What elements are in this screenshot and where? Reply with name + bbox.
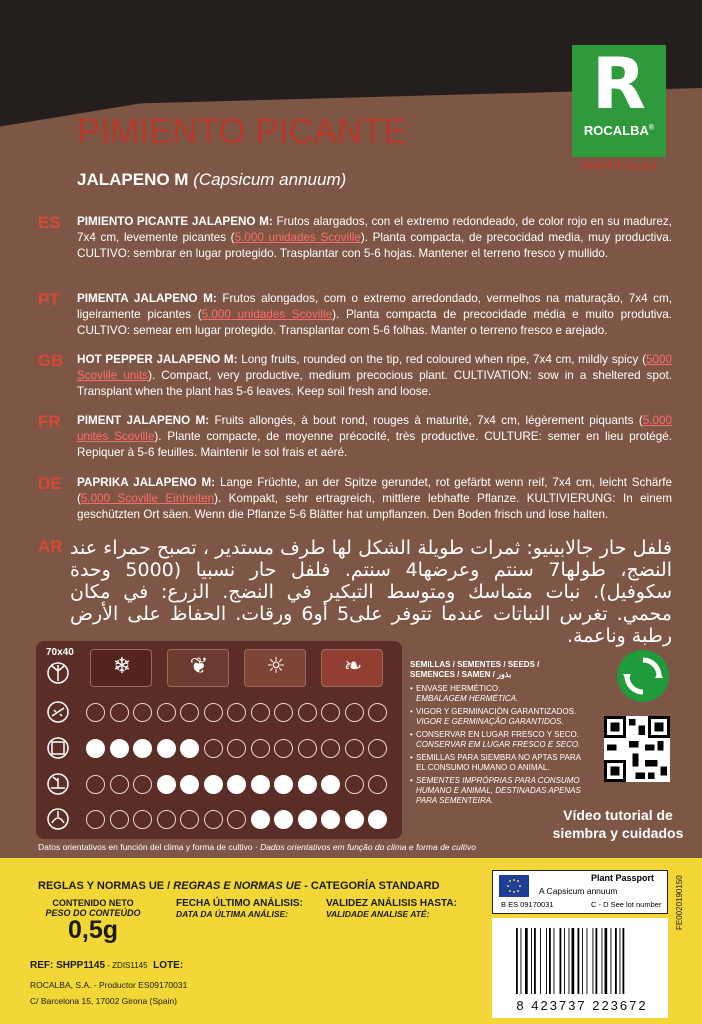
barcode-bar — [554, 928, 555, 994]
seeds-title: SEMILLAS / SEMENTES / SEEDS / SEMENCES / SAMEN / بذور — [410, 660, 540, 679]
calendar-dot — [180, 739, 199, 758]
barcode-bar — [564, 928, 565, 994]
calendar-dot — [110, 703, 129, 722]
calendar-dot — [274, 775, 293, 794]
calendar-dot — [157, 810, 176, 829]
logo-letter: R — [592, 43, 646, 125]
calendar-dot — [251, 775, 270, 794]
description-text: PAPRIKA JALAPENO M: Lange Früchte, an der Spitze gerundet, rot gefärbt wenn reif, 7x4 cm, leicht Schärfe (5.000 Scoville Einheiten). Kompakt, sehr ertragreich, mittlere lebhafte Pflanze. KULTIVIERUNG: In einem geschützten Ort säen. Wenn die Pflanze 5-6 Blätter hat umpflanzen. Den Boden frisch und lose halten. — [77, 476, 673, 521]
calendar-dot — [345, 810, 364, 829]
green-dot-recycle-icon — [617, 650, 669, 702]
barcode-bar — [611, 928, 612, 994]
sowing-seedbed-icon — [48, 702, 68, 722]
scoville-highlight: 5.000 unidades Scoville — [201, 308, 333, 321]
calendar-dot — [227, 703, 246, 722]
calendar-dot — [133, 810, 152, 829]
calendar-dot — [86, 739, 105, 758]
qr-code-icon[interactable] — [604, 716, 670, 782]
calendar-dot — [321, 775, 340, 794]
calendar-dot — [133, 775, 152, 794]
video-tutorial-label: Vídeo tutorial de siembra y cuidados — [552, 807, 684, 841]
spacing-label: 70x40 — [46, 647, 74, 658]
net-content-label: CONTENIDO NETO PESO DO CONTEÚDO — [45, 898, 141, 918]
description-text: PIMENTA JALAPENO M: Frutos alongados, com o extremo arredondado, vermelhos na maturação, 7x4 cm, ligeiramente picantes (5.000 unidades Scoville). Planta compacta de precocidade média e muito produtiva. CULTIVO: semear em lugar protegido. Transplantar com 5-6 folhas. Manter o terreno fresco e arejado. — [77, 292, 672, 337]
calendar-dot — [133, 739, 152, 758]
description-text: PIMIENTO PICANTE JALAPENO M: Frutos alargados, con el extremo redondeado, de color rojo en su madurez, 7x4 cm, levemente picantes (5.000 unidades Scoville). Planta compacta, de precocidad media, muy productiva. CULTIVO: sembrar en lugar protegido. Trasplantar con 5-6 hojas. Mantener el terreno fresco y mullido. — [77, 215, 673, 260]
info-bullet: • SEMILLAS PARA SIEMBRA NO APTAS PARA EL CONSUMO HUMANO O ANIMAL. — [410, 753, 581, 772]
calendar-dot — [180, 775, 199, 794]
calendar-dot — [204, 703, 223, 722]
barcode-bar — [596, 928, 598, 994]
rocalba-logo — [572, 45, 666, 157]
calendar-dot — [180, 810, 199, 829]
calendar-dot — [133, 703, 152, 722]
barcode-bar — [569, 928, 570, 994]
calendar-dot — [368, 810, 387, 829]
passport-a: A Capsicum annuum — [539, 886, 618, 896]
lang-code: GB — [38, 351, 64, 370]
calendar-dot — [110, 775, 129, 794]
season-header — [90, 649, 152, 687]
harvest-icon — [48, 809, 68, 829]
passport-b: B ES 09170031 — [501, 900, 554, 909]
calendar-dot — [157, 739, 176, 758]
info-bullet: • VIGOR Y GERMINACIÓN GARANTIZADOS. VIGOR E GERMINAÇÃO GARANTIDOS. — [410, 707, 577, 726]
barcode-bar — [587, 928, 588, 994]
calendar-dot — [227, 810, 246, 829]
arabic-description: فلفل حار جالابينيو: ثمرات طويلة الشكل لها طرف مستدير ، تصبح حمراء عند النضج، طولها7 سنتم وعرضها4 سنتم. فلفل حار نسبيا (5000 وحدة سكوفيل). نبات متماسك ومتوسط التبكير في النضج. الزرع: في مكان محمي. تغرس النباتات عندما تتوفر على5 أو6 ورقات. الحفاظ على الأرض رطبة وناعمة. — [70, 537, 672, 647]
calendar-dot — [204, 810, 223, 829]
calendar-dot — [251, 810, 270, 829]
maple-leaf-icon: ❧ — [343, 654, 363, 679]
calendar-dot — [86, 775, 105, 794]
barcode-bar — [623, 928, 625, 994]
latin-name: (Capsicum annuum) — [193, 170, 347, 189]
calendar-dot — [298, 810, 317, 829]
company-name: ROCALBA, S.A. - Productor ES09170031 — [30, 980, 188, 990]
seed-info — [410, 660, 600, 809]
barcode-bar — [549, 928, 551, 994]
calendar-dot — [204, 775, 223, 794]
logo-name: ROCALBA® — [583, 123, 655, 138]
calendar-dot — [321, 703, 340, 722]
calendar-dot — [298, 703, 317, 722]
barcode-bar — [531, 928, 532, 994]
barcode-bar — [540, 928, 541, 994]
lang-code: AR — [38, 537, 63, 556]
calendar-dot — [110, 739, 129, 758]
validity-label: VALIDEZ ANÁLISIS HASTA: VALIDADE ANALISE ATÉ: — [326, 898, 457, 919]
info-bullet: • CONSERVAR EN LUGAR FRESCO Y SECO. CONSERVAR EM LUGAR FRESCO E SECO. — [410, 730, 581, 749]
season-header — [244, 649, 306, 687]
sun-icon: ☼ — [266, 654, 286, 679]
passport-cd: C - D See lot number — [591, 900, 662, 909]
barcode-bar — [546, 928, 547, 994]
calendar-dot — [321, 810, 340, 829]
calendar-dot — [157, 775, 176, 794]
protected-sowing-icon — [48, 738, 68, 758]
company-address: C/ Barcelona 15, 17002 Girona (Spain) — [30, 996, 177, 1006]
season-header — [167, 649, 229, 687]
calendar-dot — [204, 739, 223, 758]
net-content-value: 0,5g — [67, 916, 119, 944]
barcode-bar — [582, 928, 583, 994]
product-title: PIMIENTO PICANTE — [77, 112, 407, 151]
calendar-dot — [368, 775, 387, 794]
product-variety — [77, 170, 346, 190]
calendar-dot — [298, 775, 317, 794]
scoville-highlight: 5.000 unidades Scoville — [234, 231, 361, 244]
barcode-bar — [525, 928, 528, 994]
season-header — [321, 649, 383, 687]
calendar-dot — [251, 739, 270, 758]
barcode-bar — [516, 928, 518, 994]
barcode-bar — [560, 928, 562, 994]
barcode-bar — [534, 928, 536, 994]
calendar-dot — [251, 703, 270, 722]
eu-flag-icon — [499, 875, 529, 897]
reference: REF: SHPP1145 - ZDIS1145 LOTE: — [30, 960, 184, 971]
calendar-dot — [227, 739, 246, 758]
scoville-highlight: 5000 Scoville units — [77, 353, 672, 382]
leaf-icon: ❦ — [189, 654, 209, 679]
calendar-dot — [157, 703, 176, 722]
snowflake-icon: ❄ — [112, 654, 132, 679]
calendar-dot — [345, 775, 364, 794]
barcode-bar — [620, 928, 621, 994]
lang-code: ES — [38, 213, 61, 232]
plant-passport — [492, 870, 668, 914]
barcode-bar — [578, 928, 580, 994]
vertical-code: FE0020190150 — [675, 875, 684, 930]
calendar-dot — [345, 739, 364, 758]
barcode-bar — [521, 928, 522, 994]
calendar-dot — [274, 810, 293, 829]
barcode-bar — [615, 928, 617, 994]
barcode-bar — [602, 928, 603, 994]
calendar-dot — [298, 739, 317, 758]
scoville-highlight: 5.000 unités Scoville — [77, 414, 673, 443]
description-text: PIMENT JALAPENO M: Fruits allongés, à bout rond, rouges à maturité, 7x4 cm, légèrement piquants (5.000 unités Scoville). Plante compacte, de moyenne précocité, très productive. CULTURE: semer en lieu protégé. Repiquer à 5-6 feuilles. Maintenir le sol frais et aéré. — [77, 414, 673, 459]
cultivation-calendar — [36, 641, 402, 839]
info-bullet: • ENVASE HERMÉTICO. EMBALAGEM HERMÉTICA. — [410, 684, 519, 703]
calendar-dot — [180, 703, 199, 722]
barcode-bar — [605, 928, 608, 994]
calendar-dot — [368, 703, 387, 722]
calendar-dot — [110, 810, 129, 829]
variety-name: JALAPENO M — [77, 170, 189, 189]
logo-subtitle: HORTÍCOLAS — [580, 161, 658, 172]
calendar-dot — [274, 703, 293, 722]
scoville-highlight: 5.000 Scoville Einheiten — [80, 492, 215, 505]
barcode-bar — [572, 928, 575, 994]
lang-code: DE — [38, 474, 62, 493]
barcode-bar — [593, 928, 594, 994]
passport-title: Plant Passport — [591, 873, 655, 883]
transplant-icon — [48, 774, 68, 794]
calendar-dot — [86, 810, 105, 829]
lang-code: PT — [38, 290, 60, 309]
last-analysis-label: FECHA ÚLTIMO ANÁLISIS: DATA DA ÚLTIMA ANÁLISE: — [176, 898, 303, 919]
barcode — [492, 918, 668, 1018]
calendar-dot — [368, 739, 387, 758]
calendar-dot — [227, 775, 246, 794]
eu-rules: REGLAS Y NORMAS UE / REGRAS E NORMAS UE - CATEGORÍA STANDARD — [38, 880, 440, 892]
calendar-dot — [321, 739, 340, 758]
barcode-number: 8 423737 223672 — [516, 998, 648, 1013]
calendar-footnote: Datos orientativos en función del clima y forma de cultivo · Dados orientativos em função do clima e forma de cultivo — [38, 842, 476, 852]
description-text: HOT PEPPER JALAPENO M: Long fruits, rounded on the tip, red coloured when ripe, 7x4 cm, mildly spicy (5000 Scoville units). Compact, very productive, medium precocious plant. CULTIVATION: sow in a sheltered spot. Transplant when the plant has 5-6 leaves. Keep soil fresh and loose. — [77, 353, 672, 398]
calendar-dot — [345, 703, 364, 722]
plant-spacing-icon — [48, 663, 68, 683]
calendar-dot — [274, 739, 293, 758]
info-bullet: • SEMENTES IMPRÓPRIAS PARA CONSUMO HUMANO E ANIMAL, DESTINADAS APENAS PARA SEMENTEIRA. — [410, 776, 581, 805]
calendar-dot — [86, 703, 105, 722]
lang-code: FR — [38, 412, 61, 431]
